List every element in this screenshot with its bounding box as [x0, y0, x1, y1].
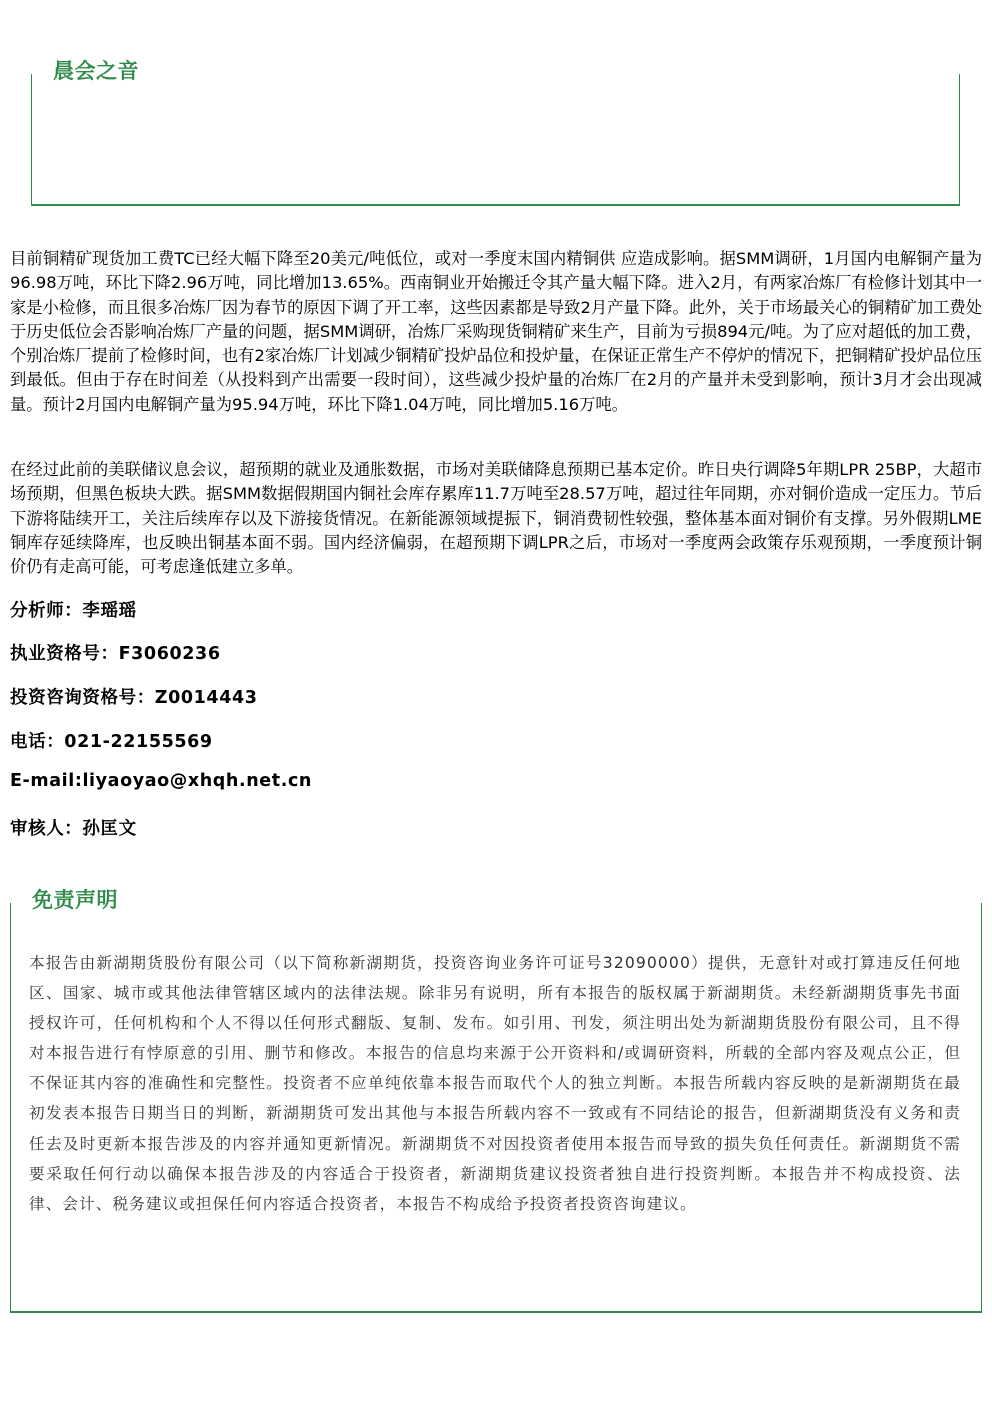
analyst-email: E-mail:liyaoyao@xhqh.net.cn [10, 771, 312, 791]
reviewer-name: 审核人：孙匡文 [10, 819, 137, 839]
disclaimer-text: 本报告由新湖期货股份有限公司（以下简称新湖期货，投资咨询业务许可证号32090000）提供，无意针对或打算违反任何地区、国家、城市或其他法律管辖区域内的法律法规。除非另有说明，所有本报告的版权属于新湖期货。未经新湖期货事先书面授权许可，任何机构和个人不得以任何形式翻版、复制、发布。如引用、刊发，须注明出处为新湖期货股份有限公司，且不得对本报告进行有悖原意的引用、删节和修改。本报告的信息均来源于公开资料和/或调研资料，所载的全部内容及观点公正，但不保证其内容的准确性和完整性。投资者不应单纯依靠本报告而取代个人的独立判断。本报告所载内容反映的是新湖期货在最初发表本报告日期当日的判断，新湖期货可发出其他与本报告所载内容不一致或有不同结论的报告，但新湖期货没有义务和责任去及时更新本报告涉及的内容并通知更新情况。新湖期货不对因投资者使用本报告而导致的损失负任何责任。新湖期货不需要采取任何行动以确保本报告涉及的内容适合于投资者，新湖期货建议投资者独自进行投资判断。本报告并不构成投资、法律、会计、税务建议或担保任何内容适合投资者，本报告不构成给予投资者投资咨询建议。 [29, 954, 961, 1213]
analyst-license: 执业资格号：F3060236 [10, 644, 221, 664]
analyst-consult-license: 投资咨询资格号：Z0014443 [10, 688, 258, 708]
morning-section-title: 晨会之音 [53, 59, 139, 83]
market-paragraph-1: 目前铜精矿现货加工费TC已经大幅下降至20美元/吨低位，或对一季度末国内精铜供 应造成影响。据SMM调研，1月国内电解铜产量为96.98万吨，环比下降2.96万吨，同比增加13.65%。西南铜业开始搬迁令其产量大幅下降。进入2月，有两家冶炼厂有检修计划其中一家是小检修，而且很多冶炼厂因为春节的原因下调了开工率，这些因素都是导致2月产量下降。此外，关于市场最关心的铜精矿加工费处于历史低位会否影响冶炼厂产量的问题，据SMM调研，冶炼厂采购现货铜精矿来生产，目前为亏损894元/吨。为了应对超低的加工费，个别冶炼厂提前了检修时间，也有2家冶炼厂计划减少铜精矿投炉品位和投炉量，在保证正常生产不停炉的情况下，把铜精矿投炉品位压到最低。但由于存在时间差（从投料到产出需要一段时间），这些减少投炉量的冶炼厂在2月的产量并未受到影响，预计3月才会出现减量。预计2月国内电解铜产量为95.94万吨，环比下降1.04万吨，同比增加5.16万吨。 [10, 249, 982, 414]
market-paragraph-2: 在经过此前的美联储议息会议，超预期的就业及通胀数据，市场对美联储降息预期已基本定价。昨日央行调降5年期LPR 25BP，大超市场预期，但黑色板块大跌。据SMM数据假期国内铜社会库存累库11.7万吨至28.57万吨，超过往年同期，亦对铜价造成一定压力。节后下游将陆续开工，关注后续库存以及下游接货情况。在新能源领域提振下，铜消费韧性较强，整体基本面对铜价有支撑。另外假期LME铜库存延续降库，也反映出铜基本面不弱。国内经济偏弱，在超预期下调LPR之后，市场对一季度两会政策存乐观预期，一季度预计铜价仍有走高可能，可考虑逢低建立多单。 [10, 460, 982, 577]
analyst-name: 分析师：李瑶瑶 [10, 601, 137, 621]
disclaimer-title: 免责声明 [32, 888, 118, 912]
morning-section-box [31, 74, 960, 206]
analyst-phone: 电话：021-22155569 [10, 732, 213, 752]
